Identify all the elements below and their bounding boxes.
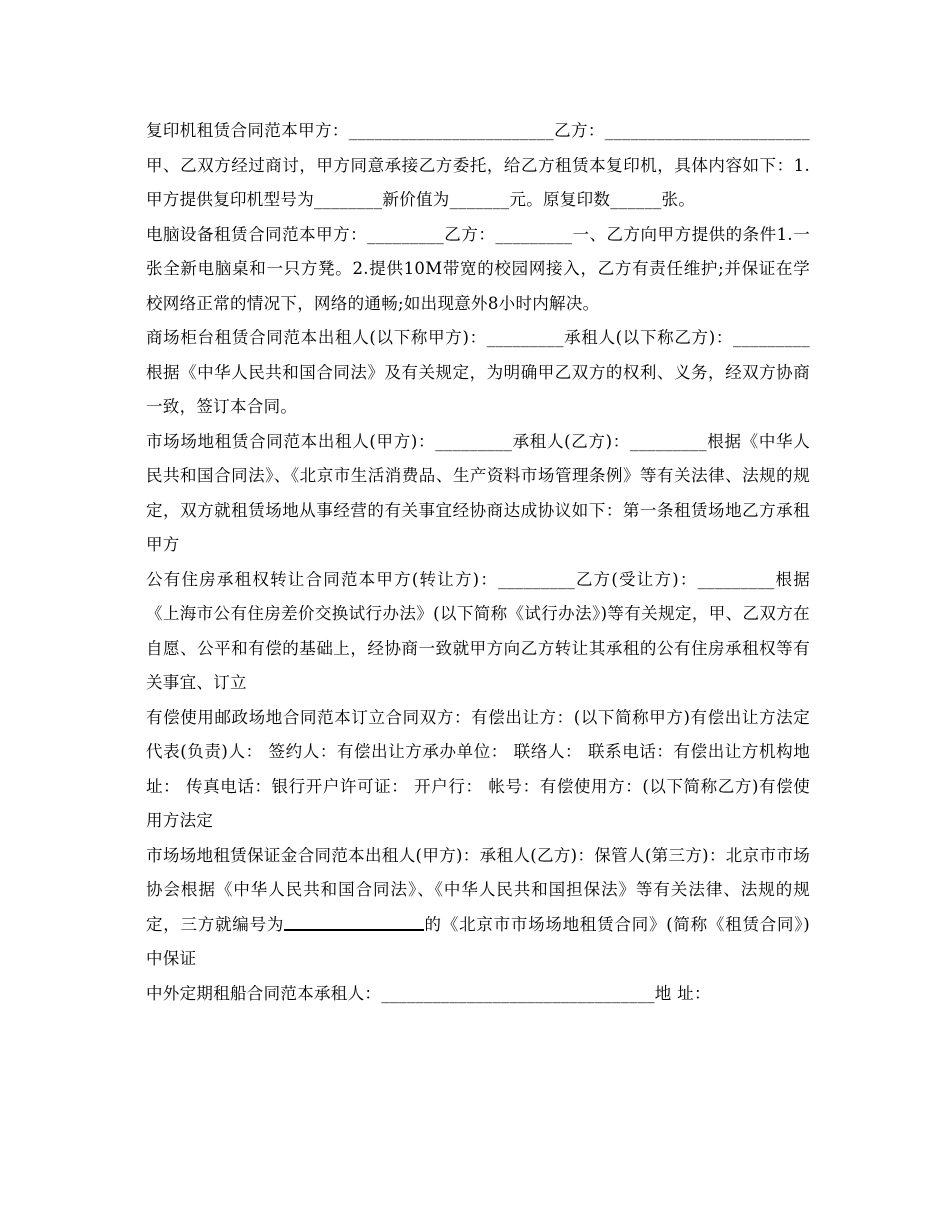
paragraph-market-site-lease [146, 425, 810, 563]
paragraph-text: 市场场地租赁合同范本出租人(甲方)：_________承租人(乙方)：_________根据《中华人民共和国合同法》、《北京市生活消费品、生产资料市场管理条例》等有关法律、法规的规定，双方就租赁场地从事经营的有关事宜经协商达成协议如下：第一条租赁场地乙方承租甲方 [146, 431, 810, 554]
paragraph-text: 电脑设备租赁合同范本甲方：_________乙方：_________一、乙方向甲方提供的条件1.一张全新电脑桌和一只方凳。2.提供10M带宽的校园网接入，乙方有责任维护;并保证在学校网络正常的情况下，网络的通畅;如出现意外8小时内解决。 [146, 224, 810, 313]
paragraph-text: 公有住房承租权转让合同范本甲方(转让方)：_________乙方(受让方)：_________根据《上海市公有住房差价交换试行办法》(以下简称《试行办法》)等有关规定，甲、乙双方在自愿、公平和有偿的基础上，经协商一致就甲方向乙方转让其承租的公有住房承租权等有关事宜、订立 [146, 569, 810, 692]
document-page [146, 114, 810, 1011]
paragraph-copier-lease [146, 114, 810, 218]
paragraph-computer-lease [146, 218, 810, 322]
paragraph-text: 的《北京市市场场地租赁合同》(简称《租赁合同》)中保证 [146, 914, 810, 968]
paragraph-housing-transfer [146, 563, 810, 701]
blank-underline [284, 913, 424, 931]
paragraph-counter-lease [146, 321, 810, 425]
paragraph-text: 复印机租赁合同范本甲方：________________________乙方：________________________甲、乙双方经过商讨，甲方同意承接乙方委托，给乙方租赁本复印机，具体内容如下：1.甲方提供复印机型号为________新价值为_______元。原复印数______张。 [146, 121, 810, 209]
paragraph-text: 有偿使用邮政场地合同范本订立合同双方：有偿出让方：(以下简称甲方)有偿出让方法定代表(负责)人： 签约人：有偿出让方承办单位： 联络人： 联系电话：有偿出让方机构地址： 传真电话：银行开户许可证： 开户行： 帐号：有偿使用方：(以下简称乙方)有偿使用方法定 [146, 707, 810, 830]
paragraph-text: 商场柜台租赁合同范本出租人(以下称甲方)：_________承租人(以下称乙方)：_________根据《中华人民共和国合同法》及有关规定，为明确甲乙双方的权利、义务，经双方协商一致，签订本合同。 [146, 328, 810, 416]
paragraph-text: 中外定期租船合同范本承租人：________________________________地 址： [146, 983, 711, 1003]
paragraph-ship-charter [146, 977, 810, 1012]
paragraph-deposit-contract [146, 839, 810, 977]
paragraph-text: 市场场地租赁保证金合同范本出租人(甲方)：承租人(乙方)：保管人(第三方)：北京市市场协会根据《中华人民共和国合同法》、《中华人民共和国担保法》等有关法律、法规的规定，三方就编号为 [146, 845, 810, 934]
paragraph-postal-site [146, 701, 810, 839]
